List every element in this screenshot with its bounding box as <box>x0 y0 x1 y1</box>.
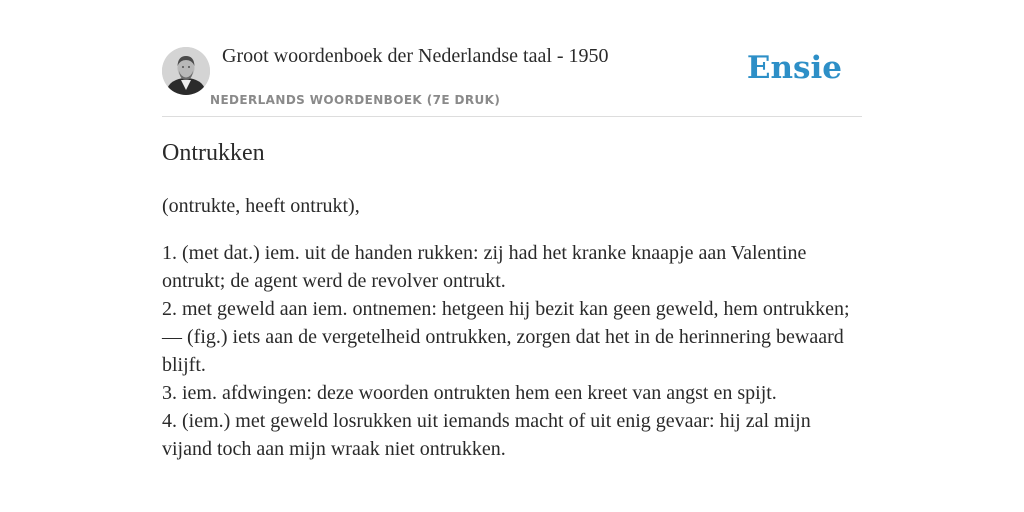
entry-forms: (ontrukte, heeft ontrukt), <box>162 195 360 217</box>
entry-content <box>162 192 862 463</box>
source-subtitle[interactable]: NEDERLANDS WOORDENBOEK (7E DRUK) <box>210 93 501 107</box>
ensie-logo-link[interactable]: Ensie <box>746 50 842 86</box>
entry-title: Ontrukken <box>162 140 265 166</box>
author-portrait-icon <box>162 47 210 95</box>
page-header <box>162 0 862 117</box>
meaning-3: 3. iem. afdwingen: deze woorden ontrukten hem een kreet van angst en spijt. <box>162 382 777 404</box>
entry-meanings <box>162 239 862 463</box>
source-title[interactable]: Groot woordenboek der Nederlandse taal - 1950 <box>222 45 609 67</box>
meaning-4: 4. (iem.) met geweld losrukken uit iemands macht of uit enig gevaar: hij zal mijn vijand toch aan mijn wraak niet ontrukken. <box>162 410 811 460</box>
meaning-1: 1. (met dat.) iem. uit de handen rukken: zij had het kranke knaapje aan Valentine ontrukt; de agent werd de revolver ontrukt. <box>162 242 807 292</box>
author-avatar[interactable] <box>162 47 210 95</box>
meaning-2: 2. met geweld aan iem. ontnemen: hetgeen hij bezit kan geen geweld, hem ontrukken; — (fig.) iets aan de vergetelheid ontrukken, zorgen dat het in de herinnering bewaard blijft. <box>162 298 850 376</box>
